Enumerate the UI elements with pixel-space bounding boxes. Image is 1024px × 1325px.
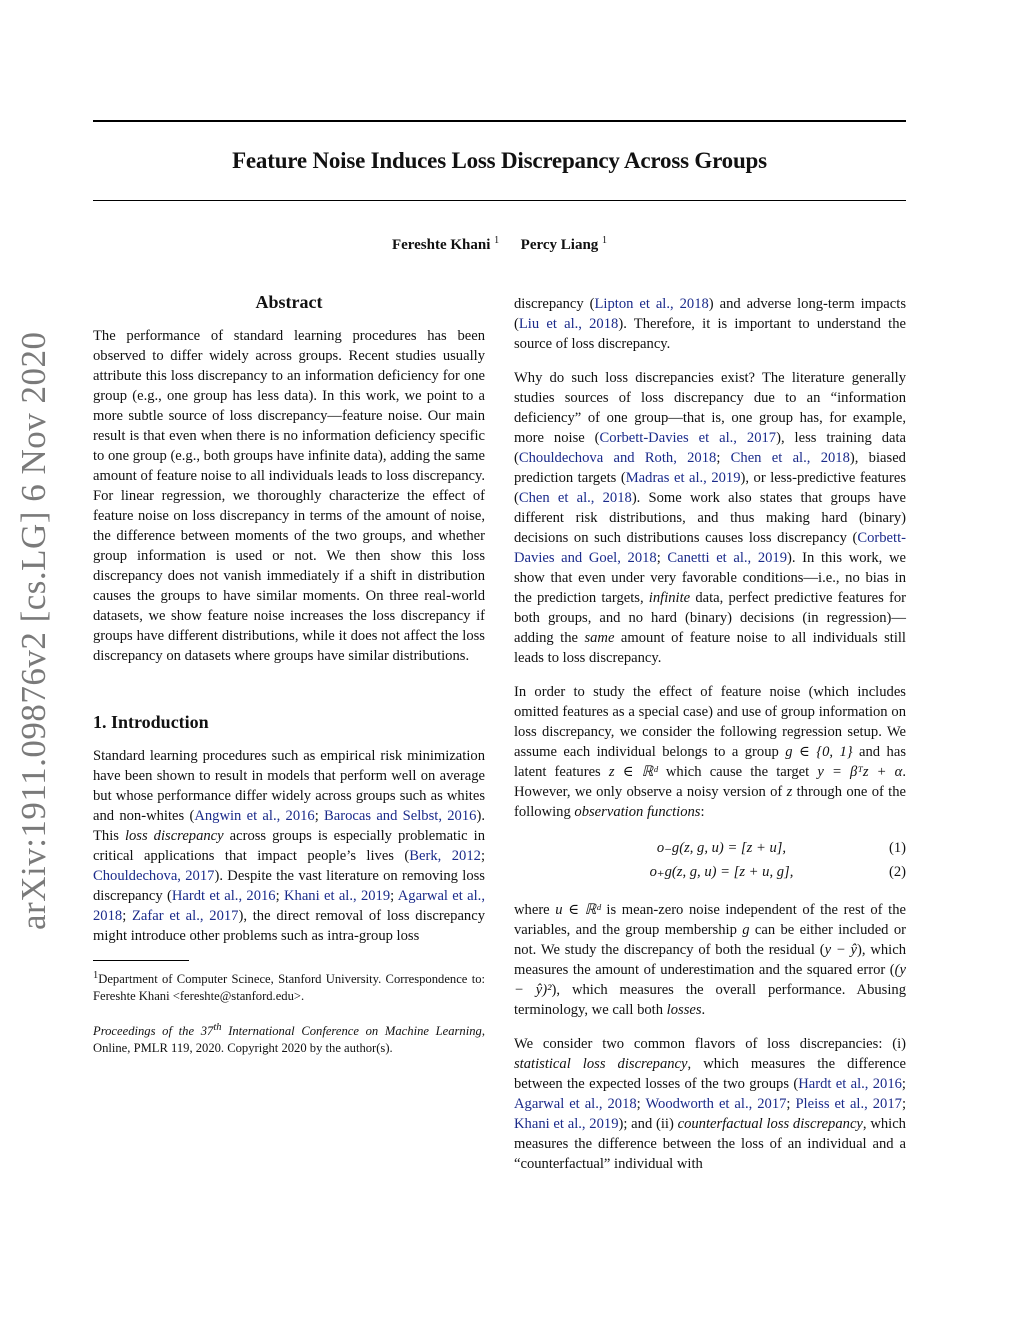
citation-link[interactable]: Chouldechova, 2017 xyxy=(93,868,215,884)
math-inline: y = βᵀz + α xyxy=(817,764,903,780)
equation xyxy=(514,860,906,884)
citation-link[interactable]: Barocas and Selbst, 2016 xyxy=(324,808,477,824)
abstract-text: The performance of standard learning procedures has been observed to differ widely across groups. Recent studies usually attribute this loss discrepancy to an information deficiency for one group (e.g., one group has less data). In this work, we point to a more subtle source of loss discrepancy—feature noise. Our main result is that even when there is no information deficiency specific to one group (e.g., both groups have infinite data), adding the same amount of feature noise to all individuals leads to loss discrepancy. For linear regression, we thoroughly characterize the effect of feature noise on loss discrepancy in terms of the amount of noise, the difference between moments of the two groups, and whether group information is used or not. We then show this loss discrepancy does not vanish immediately if a shift in distribution causes the groups to have similar moments. On three real-world datasets, we show feature noise increases the loss discrepancy if groups have different distributions, while it does not affect the loss discrepancy on datasets where groups have similar distributions. xyxy=(93,328,485,664)
equation xyxy=(514,836,906,860)
citation-link[interactable]: Canetti et al., 2019 xyxy=(667,550,788,566)
arxiv-identifier: arXiv:1911.09876v2 [cs.LG] 6 Nov 2020 xyxy=(14,331,53,930)
math-inline: u ∈ ℝᵈ xyxy=(555,902,601,918)
author-affiliation-mark: 1 xyxy=(494,235,500,246)
citation-link[interactable]: Agarwal et al., 2018 xyxy=(93,888,485,924)
equation-expression: o₊g(z, g, u) = [z + u, g], xyxy=(649,864,794,880)
citation-link[interactable]: Khani et al., 2019 xyxy=(514,1116,619,1132)
title-rule-bottom xyxy=(93,200,906,201)
math-inline: g ∈ {0, 1} xyxy=(785,744,853,760)
body-paragraph: where u ∈ ℝᵈ is mean-zero noise independent of the rest of the variables, and the group membership g can be either included or not. We study the discrepancy of both the residual (y − ŷ), which measures the amount of underestimation and the squared error ((y − ŷ)²), which measures the overall performance. Abusing terminology, we call both losses. xyxy=(514,902,906,1018)
citation-link[interactable]: Khani et al., 2019 xyxy=(283,888,391,904)
citation-link[interactable]: Chen et al., 2018 xyxy=(730,450,850,466)
body-paragraph: We consider two common flavors of loss discrepancies: (i) statistical loss discrepancy, which measures the difference between the expected losses of the two groups (Hardt et al., 2016; Agarwal et al., 2018; Woodworth et al., 2017; Pleiss et al., 2017; Khani et al., 2019); and (ii) counterfactual loss discrepancy, which measures the difference between the loss of an individual and a “counterfactual” individual with xyxy=(514,1036,906,1172)
body-paragraph: discrepancy (Lipton et al., 2018) and adverse long-term impacts (Liu et al., 2018). Therefore, it is important to understand the source of loss discrepancy. xyxy=(514,296,906,352)
citation-link[interactable]: Angwin et al., 2016 xyxy=(194,808,315,824)
math-inline: y − ŷ xyxy=(824,942,857,958)
math-inline: (y − ŷ)² xyxy=(514,962,906,998)
citation-link[interactable]: Hardt et al., 2016 xyxy=(171,888,276,904)
citation-link[interactable]: Liu et al., 2018 xyxy=(518,316,619,332)
citation-link[interactable]: Zafar et al., 2017 xyxy=(132,908,239,924)
author-affiliation-mark: 1 xyxy=(602,235,608,246)
section-heading-introduction: 1. Introduction xyxy=(93,712,209,732)
title-rule-top xyxy=(93,120,906,122)
author-name: Fereshte Khani xyxy=(391,237,491,253)
proceedings-notice: Proceedings of the 37th International Conference on Machine Learning, Online, PMLR 119, 2020. Copyright 2020 by the author(s). xyxy=(93,1022,485,1056)
left-column xyxy=(93,290,485,1057)
citation-link[interactable]: Woodworth et al., 2017 xyxy=(645,1096,787,1112)
body-paragraph: Why do such loss discrepancies exist? The literature generally studies sources of loss discrepancy due to an “information deficiency” of one group—that is, one group has, for example, more noise (Corbett-Davies et al., 2017), less training data (Chouldechova and Roth, 2018; Chen et al., 2018), biased prediction targets (Madras et al., 2019), or less-predictive features (Chen et al., 2018). Some work also states that groups have different risk distributions, and thus making hard (binary) decisions on such distributions causes loss discrepancy (Corbett-Davies and Goel, 2018; Canetti et al., 2019). In this work, we show that even under very favorable conditions—i.e., no bias in the prediction targets, infinite data, perfect predictive features for both groups, and no hard (binary) decisions (in regression)—adding the same amount of feature noise to all individuals still leads to loss discrepancy. xyxy=(514,370,907,666)
footnote-rule xyxy=(93,960,189,961)
citation-link[interactable]: Berk, 2012 xyxy=(409,848,481,864)
equation-number: (2) xyxy=(888,864,906,880)
paper-title: Feature Noise Induces Loss Discrepancy Across Groups xyxy=(232,148,767,173)
body-paragraph: In order to study the effect of feature noise (which includes omitted features as a special case) and use of group information on loss discrepancy, we consider the following regression setup. We assume each individual belongs to a group g ∈ {0, 1} and has latent features z ∈ ℝᵈ which cause the target y = βᵀz + α. However, we only observe a noisy version of z through one of the following observation functions: xyxy=(514,684,907,820)
abstract-heading: Abstract xyxy=(255,292,323,312)
equation-block xyxy=(514,836,906,884)
affiliation-footnote: $^1$Department of Computer Scinece, Stanford University. Correspondence to: Fereshte Khani <fereshte@stanford.edu>. xyxy=(93,970,485,1004)
citation-link[interactable]: Hardt et al., 2016 xyxy=(798,1076,902,1092)
math-inline: z ∈ ℝᵈ xyxy=(608,764,658,780)
math-inline: z xyxy=(786,784,793,800)
author-name: Percy Liang xyxy=(520,237,599,253)
citation-link[interactable]: Chen et al., 2018 xyxy=(518,490,632,506)
equation-expression: o₋g(z, g, u) = [z + u], xyxy=(656,840,787,856)
citation-link[interactable]: Chouldechova and Roth, 2018 xyxy=(518,450,717,466)
citation-link[interactable]: Pleiss et al., 2017 xyxy=(795,1096,902,1112)
math-inline: g xyxy=(742,922,750,938)
citation-link[interactable]: Lipton et al., 2018 xyxy=(594,296,709,312)
citation-link[interactable]: Corbett-Davies et al., 2017 xyxy=(599,430,777,446)
author-list xyxy=(93,235,906,254)
citation-link[interactable]: Madras et al., 2019 xyxy=(625,470,741,486)
intro-paragraph: Standard learning procedures such as empirical risk minimization have been shown to result in models that perform well on average but whose performance differ widely across groups such as whites and non-whites (Angwin et al., 2016; Barocas and Selbst, 2016). This loss discrepancy across groups is especially problematic in critical applications that impact people’s lives (Berk, 2012; Chouldechova, 2017). Despite the vast literature on removing loss discrepancy (Hardt et al., 2016; Khani et al., 2019; Agarwal et al., 2018; Zafar et al., 2017), the direct removal of loss discrepancy might introduce other problems such as intra-group loss xyxy=(93,748,486,944)
citation-link[interactable]: Agarwal et al., 2018 xyxy=(514,1096,637,1112)
citation-link[interactable]: Corbett-Davies and Goel, 2018 xyxy=(514,530,906,566)
right-column xyxy=(514,294,906,1188)
equation-number: (1) xyxy=(888,840,906,856)
